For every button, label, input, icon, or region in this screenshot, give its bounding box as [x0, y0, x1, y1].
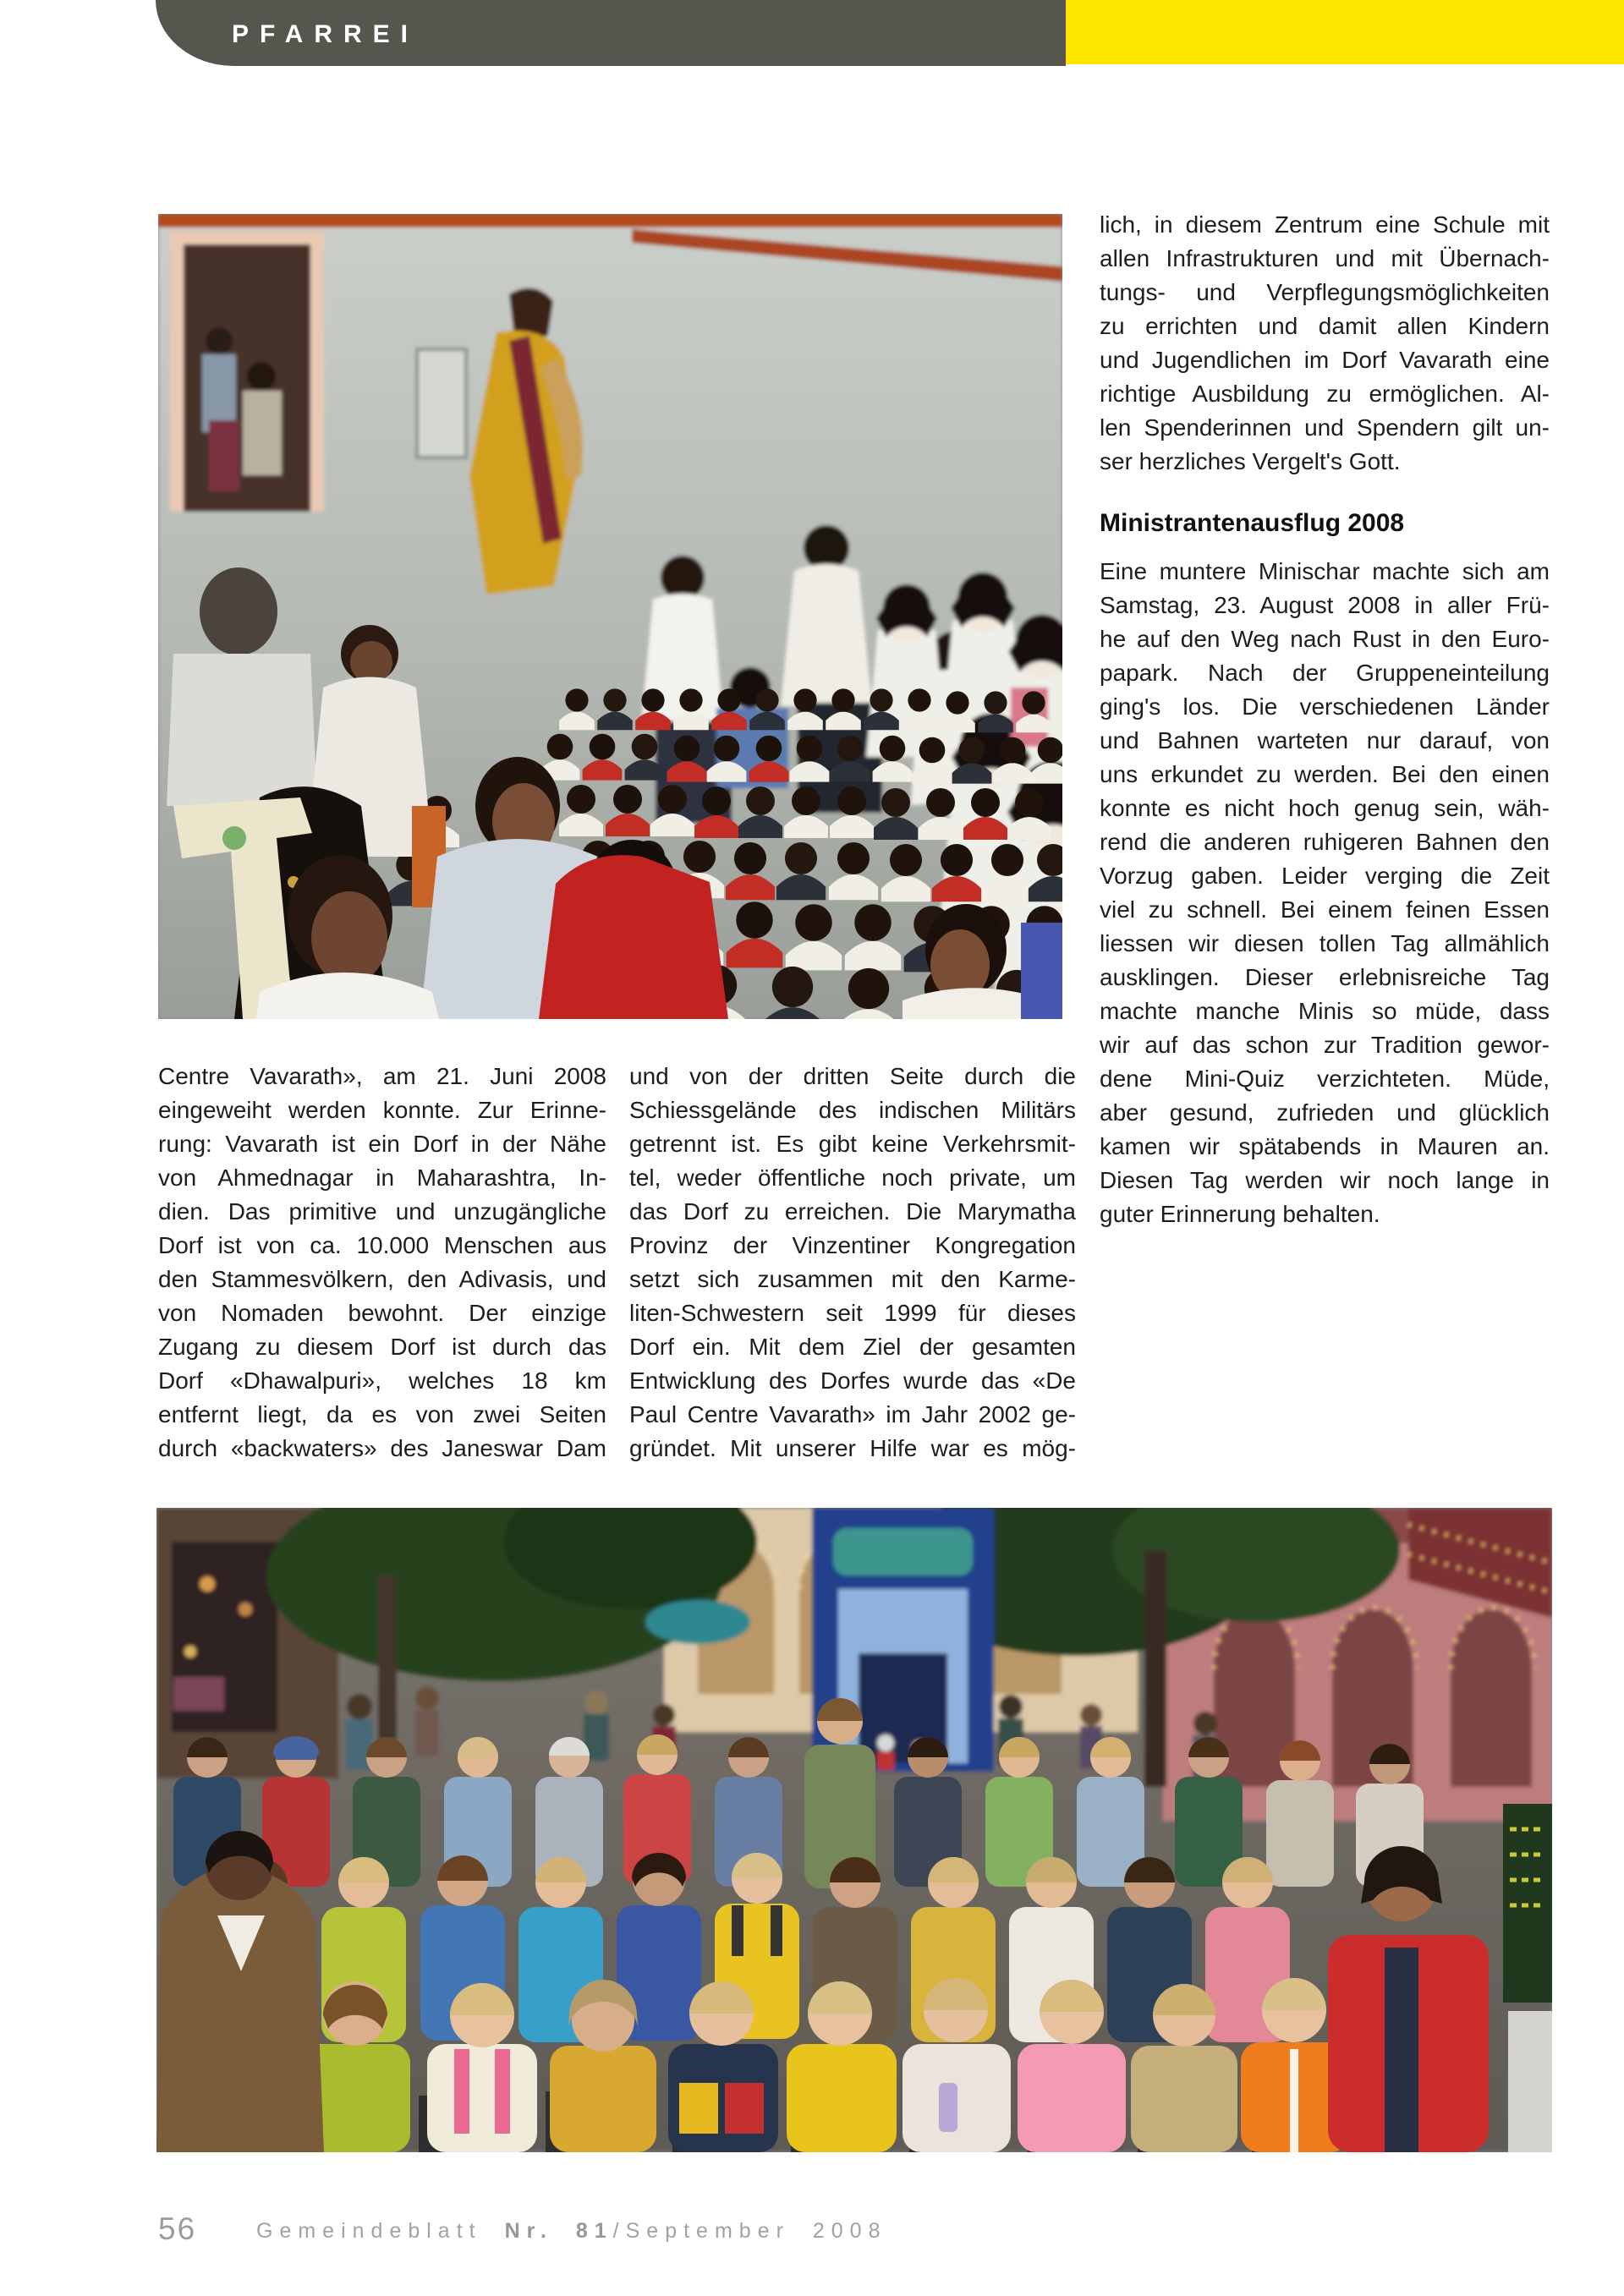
- header-bar: [156, 0, 1066, 66]
- section-heading-ministrantenausflug: Ministrantenausflug 2008: [1100, 509, 1405, 537]
- footer-publication-line: [256, 2219, 886, 2244]
- footer-issue: Nr. 81: [504, 2219, 613, 2243]
- header-accent-block: [1066, 0, 1624, 64]
- paragraph-europapark: Eine muntere Minischar machte sich am Samstag, 23. August 2008 in aller Frü- he auf den Weg nach Rust in den Euro- papark. Nach der Gruppeneinteilung ging's los. Die verschiedenen Länder und Bahnen warteten nur darauf, von uns erkundet zu werden. Bei den einen konnte es nicht hoch genug sein, wäh- rend die anderen ruhigeren Bahnen den Vorzug gaben. Leider verging die Zeit viel zu schnell. Bei einem feinen Essen liessen wir diesen tollen Tag allmählich ausklingen. Dieser erlebnisreiche Tag machte manche Minis so müde, dass wir auf das schon zur Tradition gewor- dene Mini-Quiz verzichteten. Müde, aber gesund, zufrieden und glücklich kamen wir spätabends in Mauren an. Diesen Tag werden wir noch lange in guter Erinnerung behalten.: [1100, 558, 1550, 1227]
- paragraph-vavarath-1: Centre Vavarath», am 21. Juni 2008 eingeweiht werden konnte. Zur Erinne- rung: Vavarath ist ein Dorf in der Nähe von Ahmednagar in Maharashtra, In- dien. Das primitive und unzugängliche Dorf ist von ca. 10.000 Menschen aus den Stammesvölkern, den Adivasis, und von Nomaden bewohnt. Der einzige Zugang zu diesem Dorf ist durch das Dorf «Dhawalpuri», welches 18 km entfernt liegt, da es von zwei Seiten durch «backwaters» des Janeswar Dam: [158, 1063, 606, 1461]
- paragraph-school-project: lich, in diesem Zentrum eine Schule mit allen Infrastrukturen und mit Übernach- tungs- und Verpflegungsmöglichkeiten zu errichten und damit allen Kindern und Jugendlichen im Dorf Vavarath eine richtige Ausbildung zu ermöglichen. Al- len Spenderinnen und Spendern gilt un- ser herzliches Vergelt's Gott.: [1100, 211, 1550, 474]
- article-column-right: [1100, 208, 1550, 1231]
- photo-europapark-group: [156, 1508, 1552, 2152]
- footer-publication: Gemeindeblatt: [256, 2219, 482, 2243]
- article-column-left: [158, 1060, 606, 1466]
- photo-vavarath-assembly: [158, 214, 1062, 1019]
- paragraph-vavarath-2: und von der dritten Seite durch die Schiessgelände des indischen Militärs getrennt ist. Es gibt keine Verkehrsmit- tel, weder öffentliche noch private, um das Dorf zu erreichen. Die Marymatha Provinz der Vinzentiner Kongregation setzt sich zusammen mit den Karme- liten-Schwestern seit 1999 für dieses Dorf ein. Mit dem Ziel der gesamten Entwicklung des Dorfes wurde das «De Paul Centre Vavarath» im Jahr 2002 ge- gründet. Mit unserer Hilfe war es mög-: [629, 1063, 1076, 1461]
- article-column-middle: [629, 1060, 1076, 1466]
- footer-date: /September 2008: [612, 2219, 887, 2243]
- section-label: PFARREI: [232, 20, 420, 48]
- page-number: 56: [158, 2211, 197, 2246]
